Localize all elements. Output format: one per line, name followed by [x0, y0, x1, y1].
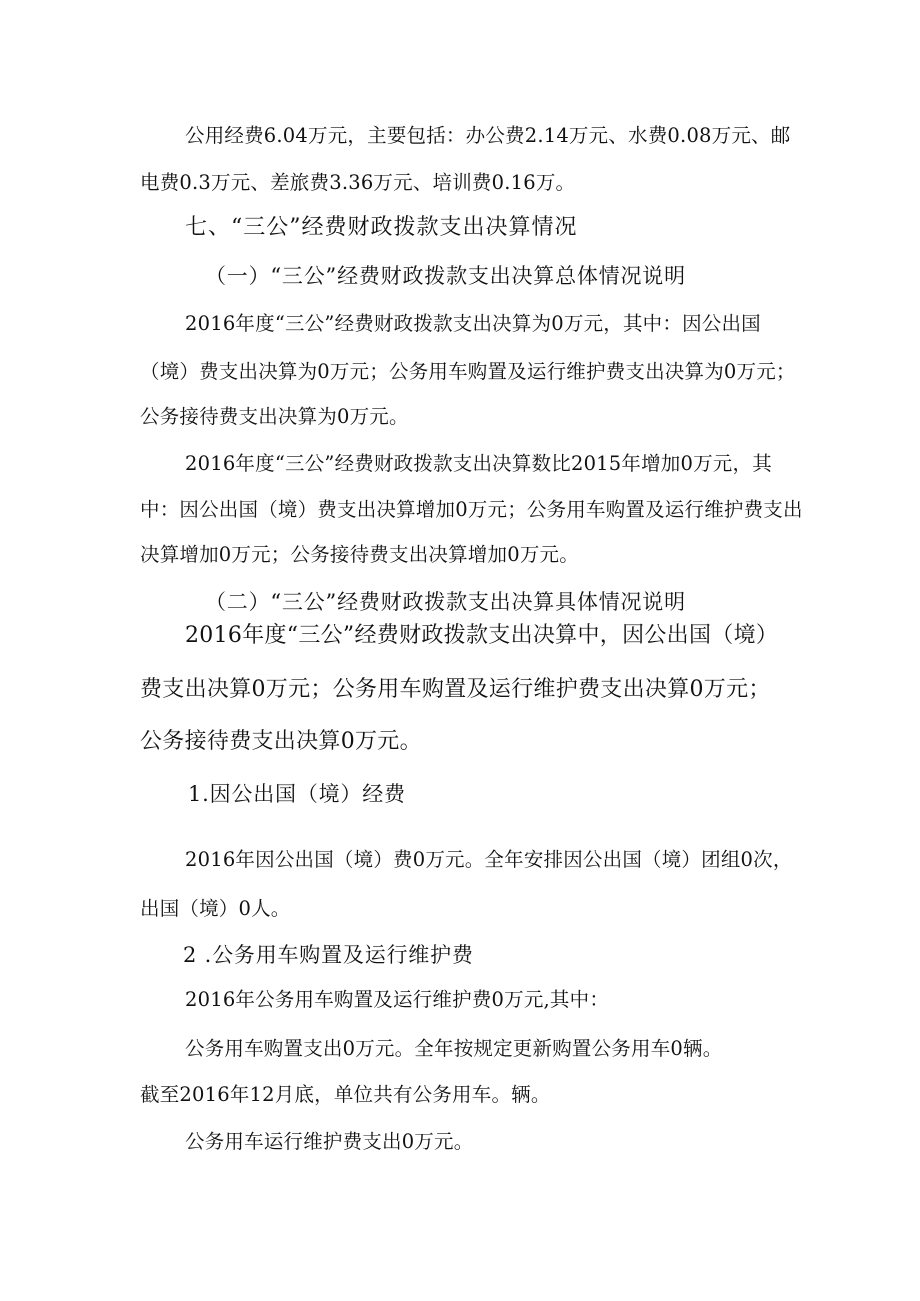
paragraph-vehicle-line-1: 2016年公务用车购置及运行维护费0万元,其中：	[185, 988, 610, 1011]
paragraph-comparison-line-1: 2016年度“三公”经费财政拨款支出决算数比2015年增加0万元，其	[185, 452, 772, 475]
paragraph-comparison-line-2: 中：因公出国（境）费支出决算增加0万元；公务用车购置及运行维护费支出	[140, 498, 803, 521]
paragraph-comparison-line-3: 决算增加0万元；公务接待费支出决算增加0万元。	[140, 543, 579, 566]
paragraph-vehicle-line-2: 公务用车购置支出0万元。全年按规定更新购置公务用车0辆。	[185, 1037, 723, 1060]
subsection-heading-two: （二）“三公”经费财政拨款支出决算具体情况说明	[205, 590, 686, 614]
section-heading-seven: 七、“三公”经费财政拨款支出决算情况	[185, 215, 578, 240]
paragraph-public-expense-line-1: 公用经费6.04万元，主要包括：办公费2.14万元、水费0.08万元、邮	[185, 124, 791, 147]
item-heading-abroad: 1.因公出国（境）经费	[188, 782, 406, 806]
item-heading-vehicle: 2 .公务用车购置及运行维护费	[183, 943, 474, 967]
paragraph-abroad-line-1: 2016年因公出国（境）费0万元。全年安排因公出国（境）团组0次，	[185, 848, 793, 871]
paragraph-vehicle-line-3: 截至2016年12月底，单位共有公务用车。辆。	[140, 1083, 551, 1106]
paragraph-overall-line-2: （境）费支出决算为0万元；公务用车购置及运行维护费支出决算为0万元；	[140, 360, 796, 383]
paragraph-overall-line-1: 2016年度“三公”经费财政拨款支出决算为0万元，其中：因公出国	[185, 312, 761, 335]
paragraph-detail-line-1: 2016年度“三公”经费财政拨款支出决算中，因公出国（境）	[185, 623, 779, 648]
paragraph-vehicle-line-4: 公务用车运行维护费支出0万元。	[185, 1130, 474, 1153]
paragraph-detail-line-3: 公务接待费支出决算0万元。	[140, 729, 422, 754]
paragraph-overall-line-3: 公务接待费支出决算为0万元。	[140, 405, 409, 428]
paragraph-public-expense-line-2: 电费0.3万元、差旅费3.36万元、培训费0.16万。	[140, 171, 576, 194]
paragraph-abroad-line-2: 出国（境）0人。	[140, 897, 291, 920]
subsection-heading-one: （一）“三公”经费财政拨款支出决算总体情况说明	[205, 264, 686, 288]
paragraph-detail-line-2: 费支出决算0万元；公务用车购置及运行维护费支出决算0万元；	[140, 677, 771, 702]
